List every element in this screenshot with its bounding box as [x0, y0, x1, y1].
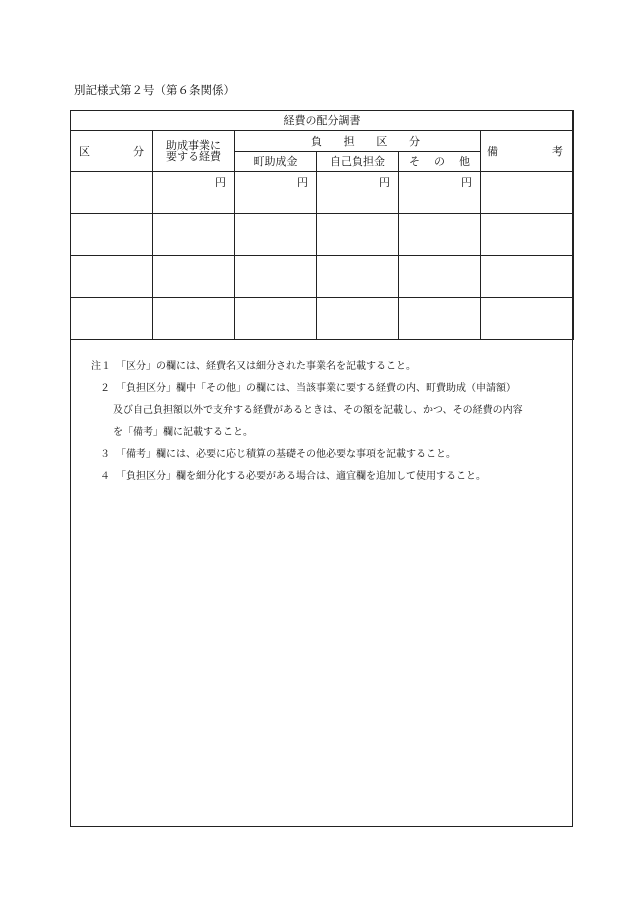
table-row	[71, 298, 574, 340]
cell-required-cost[interactable]	[153, 298, 235, 340]
allocation-table	[70, 110, 574, 340]
cell-category[interactable]	[71, 214, 153, 256]
note-4: ４ 「負担区分」欄を細分化する必要がある場合は、適宜欄を追加して使用すること。	[100, 471, 486, 482]
cell-self-burden[interactable]	[317, 214, 399, 256]
cell-self-burden[interactable]	[317, 256, 399, 298]
notes	[91, 356, 569, 488]
cell-self-burden[interactable]	[317, 298, 399, 340]
cell-remarks[interactable]	[481, 214, 574, 256]
note-2: ２ 「負担区分」欄中「その他」の欄には、当該事業に要する経費の内、町費助成（申請額）	[100, 383, 516, 394]
cell-required-cost[interactable]	[153, 214, 235, 256]
cell-category[interactable]	[71, 298, 153, 340]
cell-town-subsidy[interactable]: 円	[235, 172, 317, 214]
form-label: 別記様式第２号（第６条関係）	[74, 83, 235, 97]
cell-category[interactable]	[71, 172, 153, 214]
table-row	[71, 256, 574, 298]
cell-town-subsidy[interactable]	[235, 214, 317, 256]
header-required-cost: 助成事業に 要する経費	[153, 131, 235, 172]
note-3: ３ 「備考」欄には、必要に応じ積算の基礎その他必要な事項を記載すること。	[100, 449, 456, 460]
allocation-form	[70, 110, 573, 827]
header-other: そ の 他	[399, 152, 481, 172]
table-row	[71, 214, 574, 256]
cell-other[interactable]	[399, 298, 481, 340]
cell-town-subsidy[interactable]	[235, 298, 317, 340]
header-remarks: 備 考	[481, 131, 574, 172]
header-self-burden: 自己負担金	[317, 152, 399, 172]
cell-other[interactable]	[399, 214, 481, 256]
header-burden-category: 負 担 区 分	[235, 131, 481, 152]
cell-required-cost[interactable]	[153, 256, 235, 298]
note-2-continued: を「備考」欄に記載すること。	[113, 427, 253, 438]
cell-required-cost[interactable]: 円	[153, 172, 235, 214]
cell-self-burden[interactable]: 円	[317, 172, 399, 214]
note-1: 注１ 「区分」の欄には、経費名又は細分された事業名を記載すること。	[91, 361, 416, 372]
cell-other[interactable]	[399, 256, 481, 298]
cell-category[interactable]	[71, 256, 153, 298]
cell-remarks[interactable]	[481, 298, 574, 340]
cell-town-subsidy[interactable]	[235, 256, 317, 298]
cell-remarks[interactable]	[481, 172, 574, 214]
note-2-continued: 及び自己負担額以外で支弁する経費があるときは、その額を記載し、かつ、その経費の内容	[113, 405, 523, 416]
header-category: 区 分	[71, 131, 153, 172]
table-row	[71, 172, 574, 214]
cell-remarks[interactable]	[481, 256, 574, 298]
table-title: 経費の配分調書	[71, 111, 574, 131]
cell-other[interactable]: 円	[399, 172, 481, 214]
header-town-subsidy: 町助成金	[235, 152, 317, 172]
